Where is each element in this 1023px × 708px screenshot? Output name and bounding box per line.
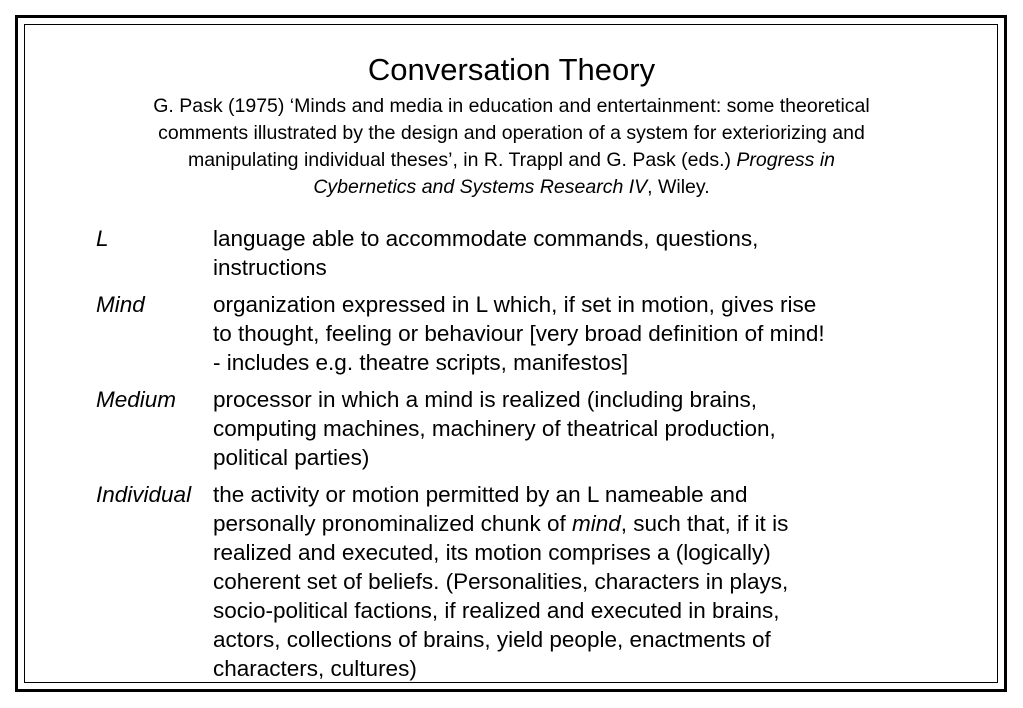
definition-line: processor in which a mind is realized (including brains, [213,387,757,412]
term-medium: Medium [96,387,177,412]
citation-book-title-part-1: Progress in [736,149,836,171]
term-individual: Individual [96,482,192,507]
definition-row-individual [96,480,956,683]
citation-book-title-part-2: Cybernetics and Systems Research IV [313,176,648,198]
definition-line: the activity or motion permitted by an L nameable and [213,482,748,507]
definition-medium [213,385,933,472]
definition-mind [213,290,933,377]
definition-l [213,224,933,282]
term-l: L [96,226,109,251]
emphasized-word: mind [571,511,621,536]
citation-line-1: G. Pask (1975) ‘Minds and media in education and entertainment: some theoretical [153,95,870,117]
citation-publisher: , Wiley. [647,176,710,198]
definition-line-with-emphasis [213,509,933,538]
definition-individual [213,480,933,683]
definition-line: computing machines, machinery of theatrical production, [213,416,776,441]
definition-line: actors, collections of brains, yield people, enactments of [213,627,771,652]
definition-list [96,224,956,691]
definition-line: characters, cultures) [213,656,417,681]
definition-line: organization expressed in L which, if set in motion, gives rise [213,292,817,317]
term-mind: Mind [96,292,145,317]
definition-line: instructions [213,255,327,280]
slide-title: Conversation Theory [367,52,656,87]
citation-line-3: manipulating individual theses’, in R. Trappl and G. Pask (eds.) [187,149,737,171]
definition-line: socio-political factions, if realized and executed in brains, [213,598,780,623]
definition-row-medium [96,385,956,472]
definition-line: language able to accommodate commands, questions, [213,226,759,251]
definition-row-l [96,224,956,282]
definition-line: to thought, feeling or behaviour [very broad definition of mind! [213,321,825,346]
definition-line: realized and executed, its motion comprises a (logically) [213,540,771,565]
citation [60,93,963,201]
definition-text: personally pronominalized chunk of [213,511,572,536]
definition-line: political parties) [213,445,370,470]
definition-row-mind [96,290,956,377]
citation-line-2: comments illustrated by the design and operation of a system for exteriorizing and [158,122,865,144]
definition-line: coherent set of beliefs. (Personalities, characters in plays, [213,569,789,594]
definition-text: , such that, if it is [620,511,789,536]
definition-line: - includes e.g. theatre scripts, manifestos] [213,350,629,375]
